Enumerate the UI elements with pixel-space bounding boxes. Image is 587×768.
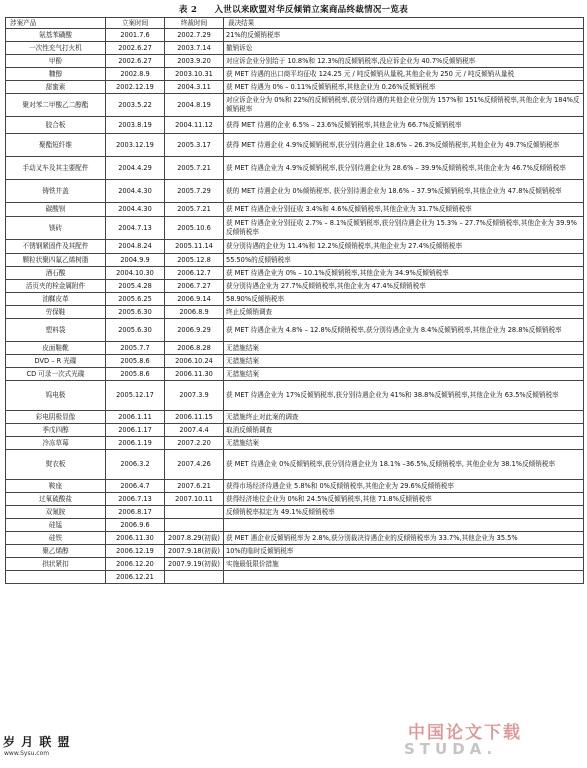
- row-product: 颗粒状聚四氟乙烯树脂: [6, 254, 106, 267]
- row-final: 2007.8.29(初裁): [165, 532, 224, 545]
- row-product: 彩电阴极显像: [6, 411, 106, 424]
- watermark-studa-url: STUDA.: [404, 740, 498, 758]
- row-filed: 2003.8.19: [106, 117, 165, 134]
- row-product: [6, 571, 106, 584]
- row-filed: 2005.7.7: [106, 342, 165, 355]
- row-result: 获 MET 待遇企业为 4.8% – 12.8%反倾销税率,获分别待遇企业为 8.4%反倾销税率,其他企业为 28.8%反倾销税率: [224, 319, 584, 342]
- row-final: 2005.12.8: [165, 254, 224, 267]
- table-row: [6, 450, 584, 480]
- table-row: [6, 437, 584, 450]
- row-result: 获 MET 待遇企业 0%反倾销税率,获分别待遇企业为 18.1% –36.5%,反倾销税率, 其他企业为 38.1%反倾销税率: [224, 450, 584, 480]
- row-final: 2007.6.21: [165, 480, 224, 493]
- row-result: 获 MET 待遇企业分别征收 3.4%和 4.6%反倾销税率,其他企业为 31.7%反倾销税率: [224, 203, 584, 217]
- row-product: 劳保鞋: [6, 306, 106, 319]
- row-filed: 2002.12.19: [106, 81, 165, 94]
- row-product: 镁砖: [6, 217, 106, 240]
- row-filed: 2001.7.6: [106, 29, 165, 42]
- row-result: 获 MET 遇企业反倾销税率为 2.8%,获分别裁决待遇企业的反倾销税率为 33.7%,其他企业为 35.5%: [224, 532, 584, 545]
- row-result: 无措施结案: [224, 368, 584, 381]
- row-result: 10%的临时反倾销税率: [224, 545, 584, 558]
- row-final: 2005.11.14: [165, 240, 224, 254]
- header-result: 裁决结果: [224, 18, 584, 29]
- watermark-sysu: 岁 月 联 盟: [3, 733, 83, 750]
- row-filed: 2005.6.25: [106, 293, 165, 306]
- row-filed: 2004.9.9: [106, 254, 165, 267]
- row-final: 2006.11.30: [165, 368, 224, 381]
- table-row: [6, 81, 584, 94]
- table-row: [6, 381, 584, 411]
- table-row: [6, 55, 584, 68]
- row-product: 酒石酸: [6, 267, 106, 280]
- row-product: 聚酯短纤维: [6, 134, 106, 157]
- row-result: 21%的反倾销税率: [224, 29, 584, 42]
- row-result: 55.50%的反倾销税率: [224, 254, 584, 267]
- table-row: [6, 368, 584, 381]
- row-final: [165, 571, 224, 584]
- row-final: 2003.7.14: [165, 42, 224, 55]
- row-product: 甲酚: [6, 55, 106, 68]
- row-final: 2005.7.21: [165, 157, 224, 180]
- row-product: 熨衣板: [6, 450, 106, 480]
- row-final: 2005.7.21: [165, 203, 224, 217]
- row-filed: 2002.6.27: [106, 55, 165, 68]
- row-final: 2004.11.12: [165, 117, 224, 134]
- row-final: 2006.11.15: [165, 411, 224, 424]
- row-filed: 2004.10.30: [106, 267, 165, 280]
- table-row: [6, 217, 584, 240]
- header-final: 终裁时间: [165, 18, 224, 29]
- row-filed: 2005.6.30: [106, 319, 165, 342]
- row-result: 撤销诉讼: [224, 42, 584, 55]
- row-final: 2007.2.20: [165, 437, 224, 450]
- table-body: [6, 29, 584, 584]
- row-filed: 2005.12.17: [106, 381, 165, 411]
- row-filed: 2002.6.27: [106, 42, 165, 55]
- watermark-sysu-url: www.Sysu.com: [4, 750, 50, 757]
- table-row: [6, 342, 584, 355]
- row-product: 拱状紧扣: [6, 558, 106, 571]
- row-filed: 2003.12.19: [106, 134, 165, 157]
- row-filed: 2004.7.13: [106, 217, 165, 240]
- row-filed: 2006.12.21: [106, 571, 165, 584]
- row-final: 2003.10.31: [165, 68, 224, 81]
- table-row: [6, 506, 584, 519]
- table-header-row: [6, 18, 584, 29]
- row-product: 塑料袋: [6, 319, 106, 342]
- table-row: [6, 355, 584, 368]
- row-product: 油鞣皮革: [6, 293, 106, 306]
- row-product: 一次性充气打火机: [6, 42, 106, 55]
- row-filed: 2005.8.6: [106, 368, 165, 381]
- row-result: 实施最低限价措施: [224, 558, 584, 571]
- header-filed: 立案时间: [106, 18, 165, 29]
- row-product: 甜蜜素: [6, 81, 106, 94]
- table-row: [6, 480, 584, 493]
- row-filed: 2006.11.30: [106, 532, 165, 545]
- table-row: [6, 134, 584, 157]
- row-result: 对应诉企业分为 0%和 22%的反倾销税率,获分别待遇的其他企业分别为 157%和 151%反倾销税率,其他企业为 184%反倾销税率: [224, 94, 584, 117]
- row-filed: 2004.4.30: [106, 203, 165, 217]
- row-filed: 2006.8.17: [106, 506, 165, 519]
- row-product: 季戊四醇: [6, 424, 106, 437]
- row-result: 获 MET 待遇企业为 17%反倾销税率,获分别待遇企业为 41%和 38.8%反倾销税率,其他企业为 63.5%反倾销税率: [224, 381, 584, 411]
- row-result: 58.90%反倾销税率: [224, 293, 584, 306]
- table-number: 表 2: [178, 5, 198, 15]
- row-product: 胶合板: [6, 117, 106, 134]
- table-row: [6, 68, 584, 81]
- row-result: 取消反倾销调查: [224, 424, 584, 437]
- row-result: 无措施结案: [224, 437, 584, 450]
- row-result: 反倾销税率拟定为 49.1%反倾销税率: [224, 506, 584, 519]
- table-row: [6, 254, 584, 267]
- row-final: 2004.8.19: [165, 94, 224, 117]
- row-product: 硅铁: [6, 532, 106, 545]
- table-row: [6, 424, 584, 437]
- row-result: 获 MET 待遇企业为 4.9%反倾销税率,获分别待遇企业为 28.6% – 39.9%反倾销税率,其他企业为 46.7%反倾销税率: [224, 157, 584, 180]
- table-row: [6, 519, 584, 532]
- row-final: 2005.10.6: [165, 217, 224, 240]
- table-row: [6, 411, 584, 424]
- row-filed: 2006.12.19: [106, 545, 165, 558]
- row-product: 手动叉车及其主要配件: [6, 157, 106, 180]
- row-filed: 2004.4.30: [106, 180, 165, 203]
- row-product: 钨电极: [6, 381, 106, 411]
- row-final: 2005.3.17: [165, 134, 224, 157]
- table-row: [6, 94, 584, 117]
- row-result: [224, 571, 584, 584]
- table-row: [6, 267, 584, 280]
- row-filed: 2006.1.17: [106, 424, 165, 437]
- row-filed: 2006.1.19: [106, 437, 165, 450]
- row-final: 2006.9.14: [165, 293, 224, 306]
- row-result: 获得 MET 待遇企业 4.9%反倾销税率,获分别待遇企业 18.6% – 26.3%反倾销税率,其他企业为 49.7%反倾销税率: [224, 134, 584, 157]
- table-row: [6, 532, 584, 545]
- row-product: 聚对苯二甲酸乙二醇酯: [6, 94, 106, 117]
- row-result: 获 MET 待遇企业分别征收 2.7% – 8.1%反倾销税率,获分别待遇企业为 15.3% – 27.7%反倾销税率,其他企业为 39.9%反倾销税率: [224, 217, 584, 240]
- table-row: [6, 157, 584, 180]
- watermark-studa: 中国论文下载: [408, 723, 522, 743]
- row-result: 无措施结案: [224, 355, 584, 368]
- row-result: [224, 519, 584, 532]
- table-row: [6, 117, 584, 134]
- row-final: 2007.9.19(初裁): [165, 558, 224, 571]
- row-filed: 2002.8.9: [106, 68, 165, 81]
- row-filed: 2006.7.13: [106, 493, 165, 506]
- row-result: 获 MET 待遇为 0% – 0.11%反倾销税率,其他企业为 0.26%反倾销税率: [224, 81, 584, 94]
- row-final: 2005.7.29: [165, 180, 224, 203]
- row-filed: 2005.8.6: [106, 355, 165, 368]
- row-filed: 2006.3.2: [106, 450, 165, 480]
- row-product: 双氰胺: [6, 506, 106, 519]
- table-row: [6, 42, 584, 55]
- row-final: 2007.4.4: [165, 424, 224, 437]
- row-product: CD 可录一次式光碟: [6, 368, 106, 381]
- row-product: 聚乙烯醇: [6, 545, 106, 558]
- table-row: [6, 240, 584, 254]
- row-result: 无措施终止对此案的调查: [224, 411, 584, 424]
- row-final: 2006.7.27: [165, 280, 224, 293]
- row-result: 获得市场经济待遇企业 5.8%和 0%反倾销税率,其他企业为 29.6%反倾销税率: [224, 480, 584, 493]
- row-final: [165, 519, 224, 532]
- row-result: 获得经济地位企业为 0%和 24.5%反倾销税率,其他 71.8%反倾销税率: [224, 493, 584, 506]
- row-product: 冷冻草莓: [6, 437, 106, 450]
- row-filed: 2006.9.6: [106, 519, 165, 532]
- row-product: DVD – R 光碟: [6, 355, 106, 368]
- table-row: [6, 29, 584, 42]
- table-row: [6, 293, 584, 306]
- row-final: 2006.12.7: [165, 267, 224, 280]
- row-final: 2006.8.9: [165, 306, 224, 319]
- row-product: 糠醇: [6, 68, 106, 81]
- row-final: 2006.9.29: [165, 319, 224, 342]
- row-filed: 2006.12.20: [106, 558, 165, 571]
- row-product: 碳酸钡: [6, 203, 106, 217]
- row-filed: 2005.6.30: [106, 306, 165, 319]
- row-product: 不锈钢紧固件及其配件: [6, 240, 106, 254]
- table-row: [6, 203, 584, 217]
- table-row: [6, 545, 584, 558]
- ruling-table: [5, 17, 584, 584]
- row-filed: 2005.4.28: [106, 280, 165, 293]
- table-row: [6, 280, 584, 293]
- row-final: [165, 506, 224, 519]
- row-result: 获得 MET 待遇的企业 6.5% – 23.6%反倾销税率,其他企业为 66.7%反倾销税率: [224, 117, 584, 134]
- row-product: 鞍座: [6, 480, 106, 493]
- row-final: 2002.7.29: [165, 29, 224, 42]
- row-product: 过氧硫酸盐: [6, 493, 106, 506]
- row-filed: 2004.8.24: [106, 240, 165, 254]
- row-final: 2006.10.24: [165, 355, 224, 368]
- row-product: 铸铁井盖: [6, 180, 106, 203]
- row-result: 无措施结案: [224, 342, 584, 355]
- row-result: 终止反倾销调查: [224, 306, 584, 319]
- row-product: 氨基苯磺酸: [6, 29, 106, 42]
- row-result: 获 MET 待遇的出口商平均征收 124.25 元 / 吨反倾销从量税,其他企业为 250 元 / 吨反倾销从量税: [224, 68, 584, 81]
- table-row: [6, 180, 584, 203]
- table-row: [6, 558, 584, 571]
- row-product: 皮面鞋靴: [6, 342, 106, 355]
- row-final: 2003.9.20: [165, 55, 224, 68]
- row-filed: 2006.1.11: [106, 411, 165, 424]
- row-result: 获的 MET 待遇企业为 0%倾销税率, 获分别待遇企业为 18.6% – 37.9%反倾销税率,其他企业为 47.8%反倾销税率: [224, 180, 584, 203]
- table-title: 入世以来欧盟对华反倾销立案商品终裁情况一览表: [214, 5, 409, 15]
- row-result: 获分别待遇的企业为 11.4%和 12.2%反倾销税率,其他企业为 27.4%反倾销税率: [224, 240, 584, 254]
- row-final: 2007.10.11: [165, 493, 224, 506]
- row-final: 2004.3.11: [165, 81, 224, 94]
- row-result: 对应诉企业分别给于 10.8%和 12.3%的反倾销税率,没应诉企业为 40.7%反倾销税率: [224, 55, 584, 68]
- row-filed: 2004.4.29: [106, 157, 165, 180]
- row-final: 2007.9.18(初裁): [165, 545, 224, 558]
- header-product: 涉案产品: [6, 18, 106, 29]
- row-filed: 2003.5.22: [106, 94, 165, 117]
- row-product: 硅锰: [6, 519, 106, 532]
- table-row: [6, 306, 584, 319]
- table-row: [6, 319, 584, 342]
- table-caption: [0, 3, 587, 15]
- row-final: 2006.8.28: [165, 342, 224, 355]
- row-final: 2007.3.9: [165, 381, 224, 411]
- table-row: [6, 493, 584, 506]
- row-final: 2007.4.26: [165, 450, 224, 480]
- row-result: 获 MET 待遇企业为 0% – 10.1%反倾销税率,其他企业为 34.9%反倾销税率: [224, 267, 584, 280]
- row-product: 活页夹的栓金属附件: [6, 280, 106, 293]
- table-row: [6, 571, 584, 584]
- row-result: 获分别待遇企业为 27.7%反倾销税率,其他企业为 47.4%反倾销税率: [224, 280, 584, 293]
- row-filed: 2006.4.7: [106, 480, 165, 493]
